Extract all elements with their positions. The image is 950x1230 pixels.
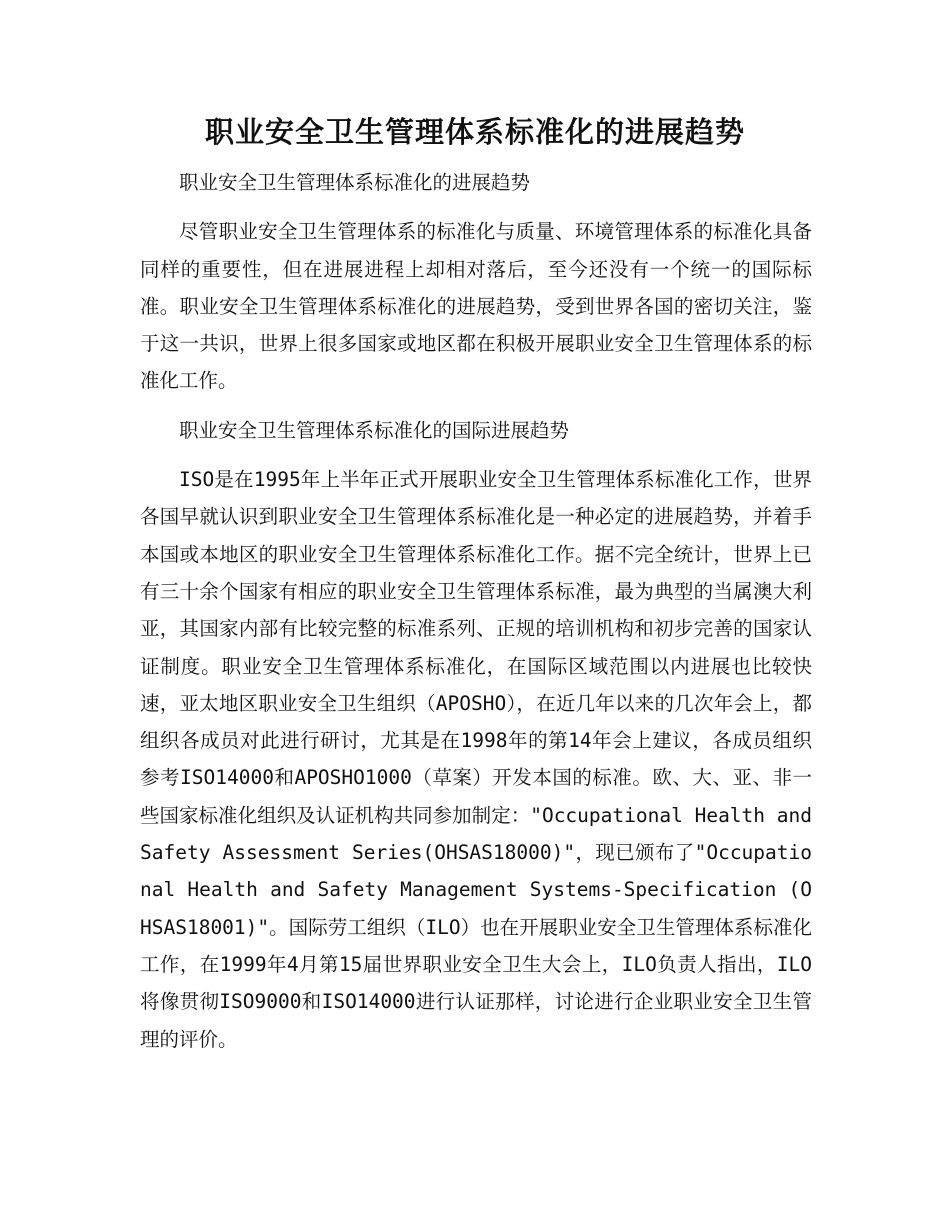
paragraph-section-heading: 职业安全卫生管理体系标准化的国际进展趋势 [179, 418, 570, 442]
paragraph-intro: 尽管职业安全卫生管理体系的标准化与质量、环境管理体系的标准化具备同样的重要性，但在进展进程上却相对落后，至今还没有一个统一的国际标准。职业安全卫生管理体系标准化的进展趋势，受到世界各国的密切关注，鉴于这一共识，世界上很多国家或地区都在积极开展职业安全卫生管理体系的标准化工作。 [140, 220, 812, 393]
paragraph-subtitle: 职业安全卫生管理体系标准化的进展趋势 [179, 171, 531, 194]
paragraph-international: ISO是在1995年上半年正式开展职业安全卫生管理体系标准化工作，世界各国早就认识到职业安全卫生管理体系标准化是一种必定的进展趋势，并着手本国或本地区的职业安全卫生管理体系标准化工作。据不完全统计，世界上已有三十余个国家有相应的职业安全卫生管理体系标准，最为典型的当属澳大利亚，其国家内部有比较完整的标准系列、正规的培训机构和初步完善的国家认证制度。职业安全卫生管理体系标准化，在国际区域范围以内进展也比较快速，亚太地区职业安全卫生组织（APOSHO），在近几年以来的几次年会上，都组织各成员对此进行研讨，尤其是在1998年的第14年会上建议，各成员组织参考ISO14000和APOSHO1000（草案）开发本国的标准。欧、大、亚、非一些国家标准化组织及认证机构共同参加制定："Occupational Health and Safety Assessment Series(OHSAS18000)"，现已颁布了"Occupational Health and Safety Management Systems-Specification (OHSAS18001)"。国际劳工组织（ILO）也在开展职业安全卫生管理体系标准化工作，在1999年4月第15届世界职业安全卫生大会上，ILO负责人指出，ILO将像贯彻ISO9000和ISO14000进行认证那样，讨论进行企业职业安全卫生管理的评价。 [140, 468, 812, 1051]
document-body [140, 164, 812, 1070]
document-title: 职业安全卫生管理体系标准化的进展趋势 [204, 115, 745, 149]
